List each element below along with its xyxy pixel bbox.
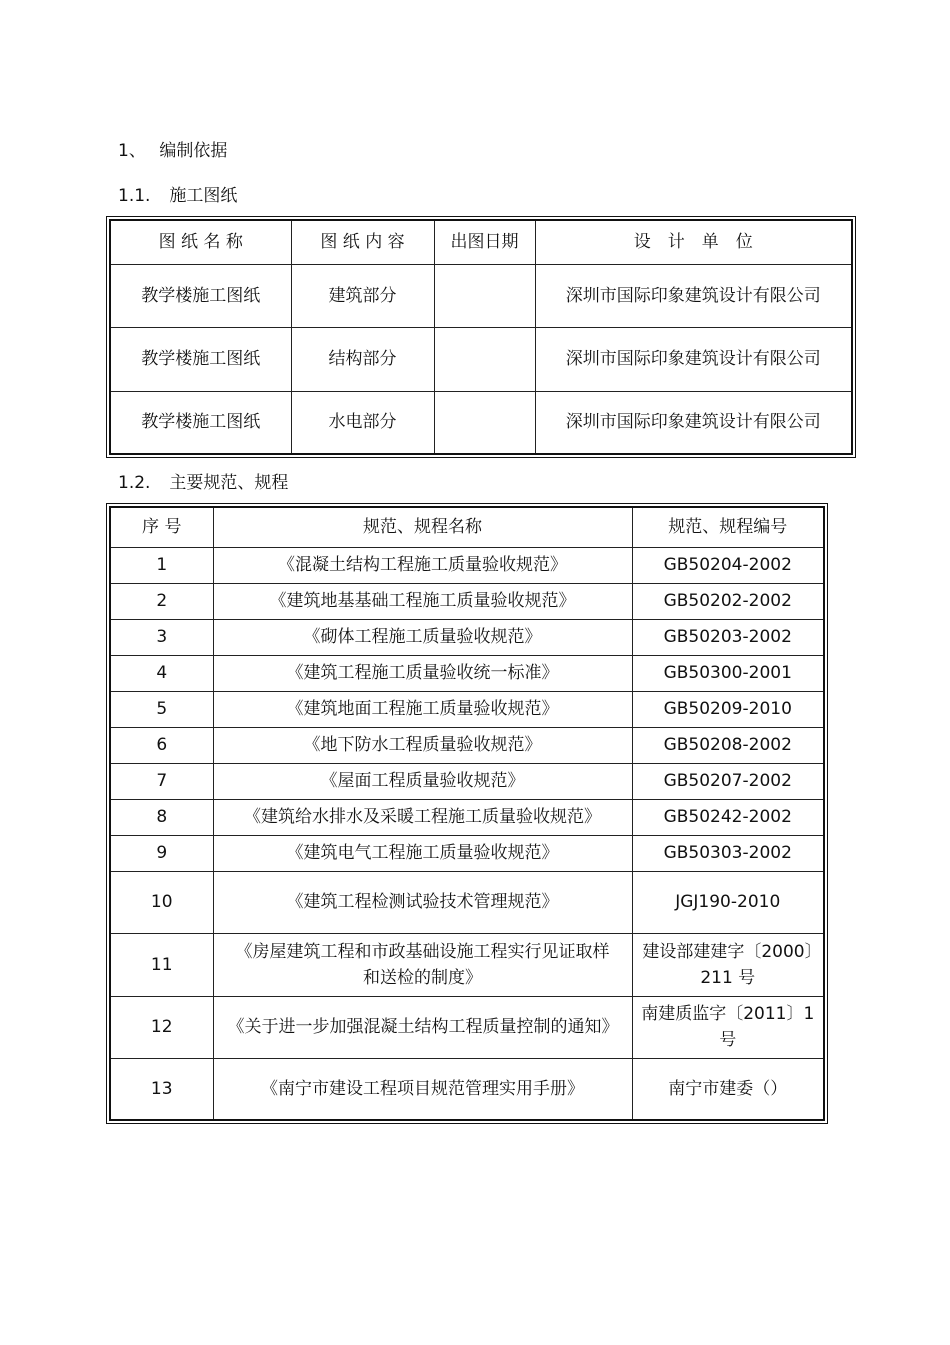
serial-number-cell: 1	[110, 547, 213, 583]
standard-name-cell: 《建筑地基基础工程施工质量验收规范》	[213, 583, 632, 619]
drawing-name-cell: 教学楼施工图纸	[110, 327, 291, 391]
drawing-content-cell: 建筑部分	[291, 264, 434, 327]
standard-name-cell: 《混凝土结构工程施工质量验收规范》	[213, 547, 632, 583]
header-cell: 规范、规程编号	[632, 507, 824, 547]
table-row	[110, 327, 852, 391]
header-cell: 序 号	[110, 507, 213, 547]
standard-name-cell: 《屋面工程质量验收规范》	[213, 763, 632, 799]
section-title: 编制依据	[159, 141, 228, 161]
standard-code-cell: JGJ190-2010	[632, 871, 824, 933]
table-row	[110, 799, 824, 835]
table-row	[110, 835, 824, 871]
standard-code-cell: GB50300-2001	[632, 655, 824, 691]
table-row	[110, 871, 824, 933]
section-title: 施工图纸	[169, 186, 238, 206]
standard-code-cell: GB50303-2002	[632, 835, 824, 871]
standard-name-cell: 《建筑工程检测试验技术管理规范》	[213, 871, 632, 933]
table-row	[110, 996, 824, 1058]
table-row	[110, 583, 824, 619]
section-1-1-heading	[118, 181, 237, 206]
drawing-content-cell: 结构部分	[291, 327, 434, 391]
table-row	[110, 763, 824, 799]
section-title: 主要规范、规程	[169, 473, 289, 493]
drawing-name-cell: 教学楼施工图纸	[110, 391, 291, 454]
table-header-row	[110, 220, 852, 264]
table-row	[110, 727, 824, 763]
header-cell: 规范、规程名称	[213, 507, 632, 547]
standard-name-cell: 《砌体工程施工质量验收规范》	[213, 619, 632, 655]
standard-code-cell: GB50242-2002	[632, 799, 824, 835]
section-1-heading	[118, 136, 227, 161]
table-row	[110, 619, 824, 655]
header-cell: 图 纸 名 称	[110, 220, 291, 264]
table-row	[110, 264, 852, 327]
drawing-date-cell	[434, 391, 535, 454]
standard-name-cell: 《建筑工程施工质量验收统一标准》	[213, 655, 632, 691]
serial-number-cell: 3	[110, 619, 213, 655]
table-row	[110, 691, 824, 727]
header-cell: 图 纸 内 容	[291, 220, 434, 264]
table-row	[110, 933, 824, 996]
serial-number-cell: 7	[110, 763, 213, 799]
standard-code-cell: 南建质监字〔2011〕1 号	[632, 996, 824, 1058]
standard-code-cell: GB50209-2010	[632, 691, 824, 727]
table-row	[110, 655, 824, 691]
standard-code-cell: GB50208-2002	[632, 727, 824, 763]
serial-number-cell: 13	[110, 1058, 213, 1120]
serial-number-cell: 6	[110, 727, 213, 763]
drawing-date-cell	[434, 327, 535, 391]
design-unit-cell: 深圳市国际印象建筑设计有限公司	[535, 391, 852, 454]
serial-number-cell: 9	[110, 835, 213, 871]
drawing-content-cell: 水电部分	[291, 391, 434, 454]
standard-code-cell: 建设部建建字〔2000〕211 号	[632, 933, 824, 996]
section-number: 1、	[118, 141, 146, 161]
standard-code-cell: GB50203-2002	[632, 619, 824, 655]
section-number: 1.1.	[118, 186, 151, 206]
serial-number-cell: 12	[110, 996, 213, 1058]
standard-name-cell: 《南宁市建设工程项目规范管理实用手册》	[213, 1058, 632, 1120]
section-1-2-heading	[118, 468, 288, 493]
table-row	[110, 391, 852, 454]
standard-code-cell: 南宁市建委（）	[632, 1058, 824, 1120]
standard-name-cell: 《地下防水工程质量验收规范》	[213, 727, 632, 763]
table-header-row	[110, 507, 824, 547]
serial-number-cell: 4	[110, 655, 213, 691]
standard-name-cell: 《建筑地面工程施工质量验收规范》	[213, 691, 632, 727]
drawing-date-cell	[434, 264, 535, 327]
design-unit-cell: 深圳市国际印象建筑设计有限公司	[535, 264, 852, 327]
serial-number-cell: 10	[110, 871, 213, 933]
standard-code-cell: GB50204-2002	[632, 547, 824, 583]
standard-code-cell: GB50207-2002	[632, 763, 824, 799]
design-unit-cell: 深圳市国际印象建筑设计有限公司	[535, 327, 852, 391]
serial-number-cell: 2	[110, 583, 213, 619]
standard-code-cell: GB50202-2002	[632, 583, 824, 619]
standard-name-cell: 《建筑电气工程施工质量验收规范》	[213, 835, 632, 871]
serial-number-cell: 8	[110, 799, 213, 835]
standard-name-cell: 《建筑给水排水及采暖工程施工质量验收规范》	[213, 799, 632, 835]
table-row	[110, 1058, 824, 1120]
section-number: 1.2.	[118, 473, 151, 493]
standards-table	[109, 506, 825, 1121]
header-cell: 出图日期	[434, 220, 535, 264]
serial-number-cell: 5	[110, 691, 213, 727]
header-cell: 设 计 单 位	[535, 220, 852, 264]
serial-number-cell: 11	[110, 933, 213, 996]
drawing-name-cell: 教学楼施工图纸	[110, 264, 291, 327]
standard-name-cell: 《房屋建筑工程和市政基础设施工程实行见证取样和送检的制度》	[213, 933, 632, 996]
drawings-table	[109, 219, 853, 455]
table-row	[110, 547, 824, 583]
standard-name-cell: 《关于进一步加强混凝土结构工程质量控制的通知》	[213, 996, 632, 1058]
